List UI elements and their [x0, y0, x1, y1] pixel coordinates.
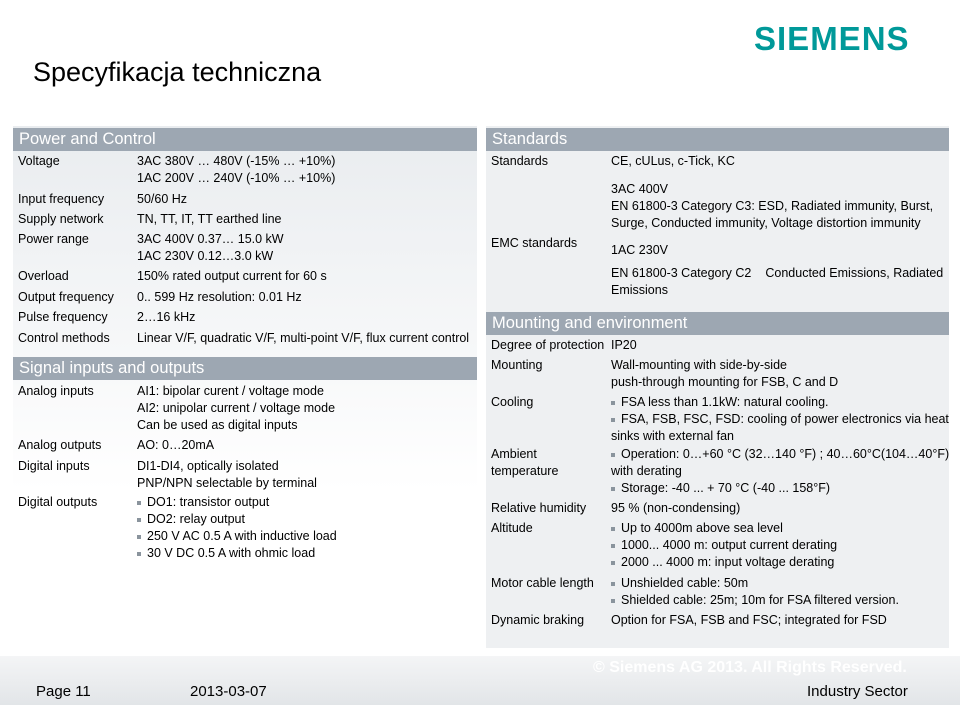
list-item: Up to 4000m above sea level: [611, 520, 837, 537]
row-value-degree-of-protection: IP20: [611, 338, 637, 352]
row-label-relative-humidity: Relative humidity: [491, 501, 587, 515]
list-item: 2000 ... 4000 m: input voltage derating: [611, 554, 837, 571]
list-item: 250 V AC 0.5 A with inductive load: [137, 528, 337, 545]
bullet-icon: [137, 518, 141, 522]
row-value-standards: CE, cULus, c-Tick, KC: [611, 154, 735, 168]
footer-sector: Industry Sector: [807, 683, 908, 700]
row-value-digital-inputs: DI1-DI4, optically isolated PNP/NPN selectable by terminal: [137, 459, 317, 490]
list-item: Unshielded cable: 50m: [611, 575, 899, 592]
row-value-overload: 150% rated output current for 60 s: [137, 269, 327, 283]
list-item: FSA, FSB, FSC, FSD: cooling of power electronics via heat: [611, 411, 949, 428]
row-label-analog-outputs: Analog outputs: [18, 438, 102, 452]
siemens-logo: SIEMENS: [754, 20, 910, 57]
row-label-motor-cable-length: Motor cable length: [491, 576, 594, 590]
list-item: DO2: relay output: [137, 511, 337, 528]
list-item: FSA less than 1.1kW: natural cooling.: [611, 394, 949, 411]
bullet-icon: [611, 527, 615, 531]
row-value-emc-standards: 3AC 400V EN 61800-3 Category C3: ESD, Radiated immunity, Burst, Surge, Conducted immunity, Voltage distortion immunity 1AC 230V EN 61800-3 Category C2 Conducted Emissions, Radiated Emissions: [611, 182, 944, 297]
page-title: Specyfikacja techniczna: [33, 57, 322, 87]
section-heading-signals: Signal inputs and outputs: [13, 357, 477, 380]
row-label-pulse-frequency: Pulse frequency: [18, 310, 108, 324]
row-value-digital-outputs: [137, 494, 337, 562]
list-item: Shielded cable: 25m; 10m for FSA filtered version.: [611, 592, 899, 609]
row-value-analog-inputs: AI1: bipolar curent / voltage mode AI2: unipolar current / voltage mode Can be used as digital inputs: [137, 384, 336, 432]
row-label-dynamic-braking: Dynamic braking: [491, 613, 585, 627]
row-label-mounting: Mounting: [491, 358, 543, 372]
row-value-output-frequency: 0.. 599 Hz resolution: 0.01 Hz: [137, 290, 302, 304]
row-value-motor-cable-length: [611, 575, 899, 609]
bullet-icon: [611, 544, 615, 548]
row-label-control-methods: Control methods: [18, 331, 110, 345]
row-label-output-frequency: Output frequency: [18, 290, 114, 304]
row-label-ambient-temperature: Ambient temperature: [491, 447, 559, 478]
row-label-standards: Standards: [491, 154, 548, 168]
section-heading-mounting: Mounting and environment: [486, 312, 949, 335]
row-label-analog-inputs: Analog inputs: [18, 384, 94, 398]
list-item: Storage: -40 ... + 70 °C (-40 ... 158°F): [611, 480, 949, 497]
bullet-icon: [611, 561, 615, 565]
bullet-icon: [611, 401, 615, 405]
row-value-input-frequency: 50/60 Hz: [137, 192, 188, 206]
row-value-voltage: 3AC 380V … 480V (-15% … +10%) 1AC 200V … 240V (-10% … +10%): [137, 154, 336, 185]
bullet-icon: [611, 453, 615, 457]
list-item: 1000... 4000 m: output current derating: [611, 537, 837, 554]
row-value-supply-network: TN, TT, IT, TT earthed line: [137, 212, 282, 226]
row-label-emc-standards: EMC standards: [491, 236, 578, 250]
row-value-analog-outputs: AO: 0…20mA: [137, 438, 215, 452]
row-value-pulse-frequency: 2…16 kHz: [137, 310, 196, 324]
bullet-icon: [611, 418, 615, 422]
row-label-input-frequency: Input frequency: [18, 192, 105, 206]
row-label-digital-outputs: Digital outputs: [18, 495, 98, 509]
row-label-supply-network: Supply network: [18, 212, 104, 226]
row-value-cooling: FSA less than 1.1kW: natural cooling. FSA, FSB, FSC, FSD: cooling of power electronics via heat sinks with external fan: [611, 395, 949, 443]
row-label-power-range: Power range: [18, 232, 89, 246]
row-label-altitude: Altitude: [491, 521, 533, 535]
list-item: Operation: 0…+60 °C (32…140 °F) ; 40…60°C(104…40°F): [611, 446, 949, 463]
row-label-voltage: Voltage: [18, 154, 60, 168]
row-value-power-range: 3AC 400V 0.37… 15.0 kW 1AC 230V 0.12…3.0 kW: [137, 232, 284, 263]
bullet-icon: [611, 582, 615, 586]
copyright-text: © Siemens AG 2013. All Rights Reserved.: [593, 659, 907, 676]
row-label-degree-of-protection: Degree of protection: [491, 338, 605, 352]
row-value-ambient-temperature: Operation: 0…+60 °C (32…140 °F) ; 40…60°C(104…40°F) with derating Storage: -40 ... + 70 °C (-40 ... 158°F): [611, 447, 950, 495]
bullet-icon: [611, 487, 615, 491]
bullet-icon: [611, 599, 615, 603]
row-value-altitude: [611, 520, 837, 571]
bullet-icon: [137, 535, 141, 539]
section-heading-power: Power and Control: [13, 128, 477, 151]
footer-date: 2013-03-07: [190, 683, 267, 700]
row-label-overload: Overload: [18, 269, 69, 283]
bullet-icon: [137, 501, 141, 505]
row-value-relative-humidity: 95 % (non-condensing): [611, 501, 741, 515]
row-value-control-methods: Linear V/F, quadratic V/F, multi-point V/F, flux current control: [137, 331, 470, 345]
row-value-dynamic-braking: Option for FSA, FSB and FSC; integrated for FSD: [611, 613, 887, 627]
bullet-icon: [137, 552, 141, 556]
list-item: DO1: transistor output: [137, 494, 337, 511]
row-value-mounting: Wall-mounting with side-by-side push-through mounting for FSB, C and D: [611, 358, 839, 389]
row-label-digital-inputs: Digital inputs: [18, 459, 90, 473]
section-heading-standards: Standards: [486, 128, 949, 151]
page-number: Page 11: [36, 683, 91, 700]
list-item: 30 V DC 0.5 A with ohmic load: [137, 545, 337, 562]
row-label-cooling: Cooling: [491, 395, 534, 409]
